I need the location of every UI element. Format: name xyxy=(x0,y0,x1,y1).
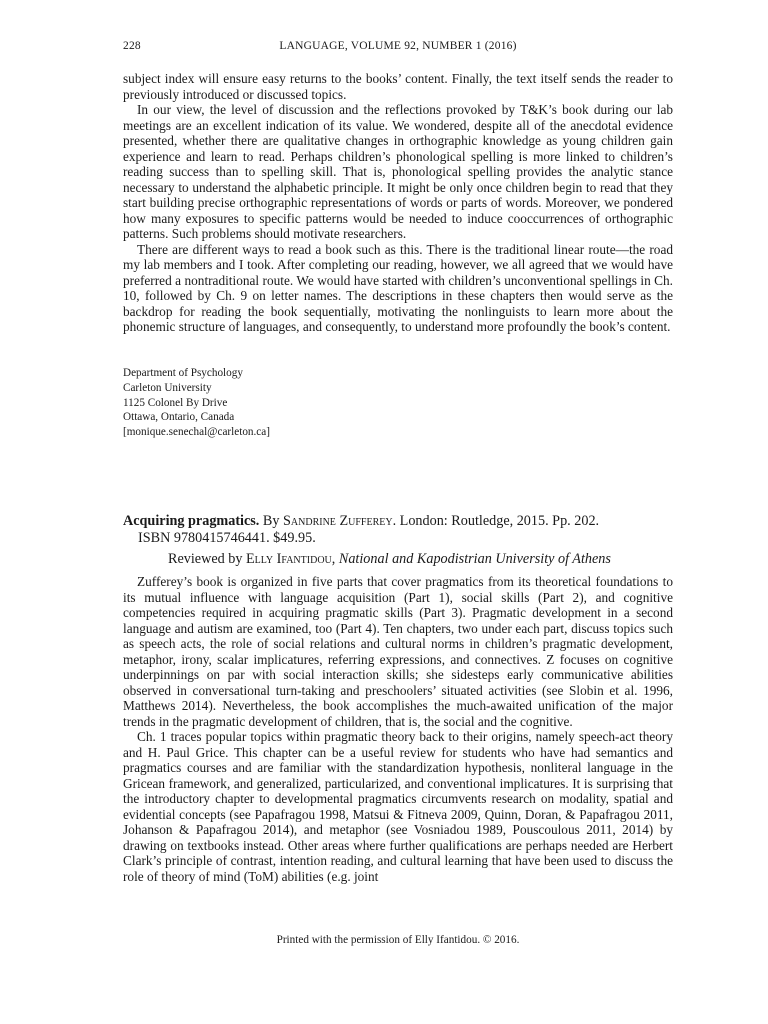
address-university: Carleton University xyxy=(123,381,212,394)
reviewer-line: Reviewed by Elly Ifantidou, National and Kapodistrian University of Athens xyxy=(168,551,611,567)
address-street: 1125 Colonel By Drive xyxy=(123,396,228,409)
address-email: [monique.senechal@carleton.ca] xyxy=(123,426,270,439)
publication-info: . London: Routledge, 2015. Pp. 202. xyxy=(392,513,600,529)
review-conclusion xyxy=(123,71,673,335)
author-address xyxy=(123,366,673,440)
running-head xyxy=(123,40,673,56)
isbn-price: ISBN 9780415746441. $49.95. xyxy=(138,530,316,546)
book-author: Sandrine Zufferey xyxy=(283,513,393,529)
reviewed-by-label: Reviewed by xyxy=(168,551,243,567)
reviewer-affiliation: National and Kapodistrian University of Athens xyxy=(338,551,611,567)
paragraph: There are different ways to read a book such as this. There is the traditional linear route—the road my lab members and I took. After completing our reading, however, we all agreed that we would have preferred a nontraditional route. We would have started with children’s unconventional spellings in Ch. 10, followed by Ch. 9 on letter names. The descriptions in these chapters then would serve as the backdrop for reading the book sequentially, motivating the nonlinguists to learn more about the phonemic structure of languages, and consequently, to understand more profoundly the book’s content. xyxy=(123,241,673,334)
page-number: 228 xyxy=(123,40,141,52)
address-department: Department of Psychology xyxy=(123,367,243,379)
paragraph: In our view, the level of discussion and the reflections provoked by T&K’s book during our lab meetings are an excellent indication of its value. We wondered, despite all of the anecdotal evidence presented, whether there are qualitative changes in orthographic knowledge as young children gain experience and learn to read. Perhaps children’s phonological spelling is more linked to children’s reading success than to spelling skill. That is, phonological spelling provides the analytic stance necessary to understand the alphabetic principle. It might be only once children begin to read that they start building precise orthographic representations of words or parts of words. Moreover, we pondered how many exposures to specific patterns would be needed to induce cooccurrences of orthographic patterns. Such problems should motivate researchers. xyxy=(123,102,673,241)
paragraph: Ch. 1 traces popular topics within pragmatic theory back to their origins, namely speech-act theory and H. Paul Grice. This chapter can be a useful review for students who have had semantics and pragmatics courses and are familiar with the standardization hypothesis, nonliteral language in the Gricean framework, and generalized, particularized, and conventional implicatures. It is surprising that the introductory chapter to developmental pragmatics circumvents research on modality, spatial and evidential concepts (see Papafragou 1998, Matsui & Fitneva 2009, Quinn, Doran, & Papafragou 2011, Johanson & Papafragou 2014), and metaphor (see Vosniadou 1989, Pouscoulous 2011, 2014) by drawing on textbooks instead. Other areas where further qualifications are perhaps needed are Herbert Clark’s principle of contrast, intention reading, and cultural learning that have been used to discuss the role of theory of mind (ToM) abilities (e.g. joint xyxy=(123,729,673,884)
address-city: Ottawa, Ontario, Canada xyxy=(123,411,235,424)
journal-title: LANGUAGE, VOLUME 92, NUMBER 1 (2016) xyxy=(279,40,517,52)
reviewer-name: Elly Ifantidou xyxy=(246,551,332,567)
paragraph: Zufferey’s book is organized in five parts that cover pragmatics from its theoretical foundations to its mutual influence with language acquisition (Part 1), social skills (Part 2), and cognitive competencies required in acquiring pragmatic skills (Part 3). Pragmatic development in a second language and autism are examined, too (Part 4). Ten chapters, two under each part, discuss topics such as speech acts, the role of social relations and cultural norms in children’s pragmatic development, metaphor, irony, scalar implicatures, referring expressions, and connectives. Z focuses on cognitive underpinnings on par with social interaction skills; she sidesteps early communicative abilities observed in conversational turn-taking and preschoolers’ situated activities (see Slobin et al. 1996, Matthews 2014). Nevertheless, the book accomplishes the much-awaited unification of the major trends in the pragmatic development of children, that is, the social and the cognitive. xyxy=(123,574,673,729)
permission-footer: Printed with the permission of Elly Ifantidou. © 2016. xyxy=(276,934,520,946)
journal-page xyxy=(123,0,673,1024)
review-heading xyxy=(123,513,673,547)
book-title: Acquiring pragmatics. xyxy=(123,513,260,529)
review-body xyxy=(123,574,673,884)
by-label: By xyxy=(262,513,280,529)
paragraph: subject index will ensure easy returns to the books’ content. Finally, the text itself sends the reader to previously introduced or discussed topics. xyxy=(123,71,673,102)
